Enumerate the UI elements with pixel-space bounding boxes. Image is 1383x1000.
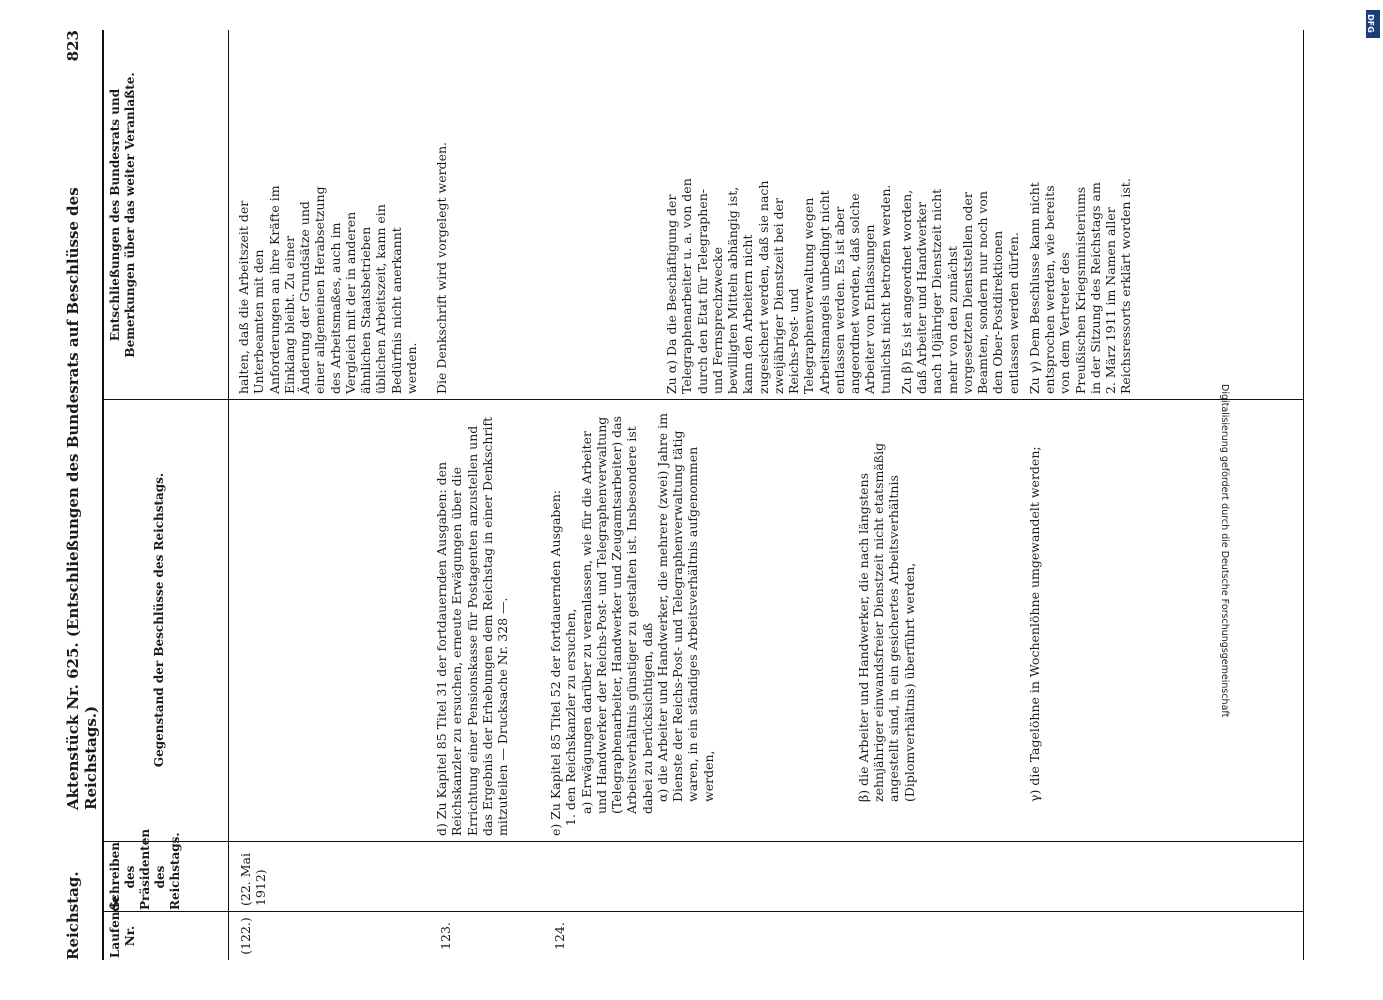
row-date: (22. Mai 1912) — [238, 853, 269, 906]
table-header-rule — [228, 30, 229, 960]
resolution-subject — [434, 406, 510, 836]
resolution-paragraph: Zu γ) Dem Beschlusse kann nicht entsprochen werden, wie bereits von dem Vertreter des Preußischen Kriegsministeriums in der Sitzung des Reichstags am 2. März 1911 im Namen aller Reichsressorts erklärt worden ist. — [1026, 178, 1134, 394]
resolution-subject — [548, 406, 1042, 836]
column-header-schreiben: Schreiben des Präsidenten des Reichstags. — [108, 828, 182, 910]
subject-paragraph: β) die Arbeiter und Handwerker, die nach längstens zehnjähriger einwandsfreier Dienstzeit nicht etatsmäßig angestellt sind, in ein gesichertes Arbeitsverhältnis (Diplomverhältnis) überführt werden, — [855, 442, 917, 802]
subject-paragraph: d) Zu Kapitel 85 Titel 31 der fortdauernden Ausgaben: den Reichskanzler zu ersuchen, erneute Erwägungen über die Errichtung einer Pensionskasse für Postagenten anzustellen und das Ergebnis der Erhebungen dem Reichstag in einer Denkschrift mitzuteilen — Drucksache Nr. 328 —. — [434, 416, 510, 836]
resolution-paragraph: halten, daß die Arbeitszeit der Unterbeamten mit den Anforderungen an ihre Kräfte im Einklang bleibt. Zu einer Änderung der Grundsätze und einer allgemeinen Herabsetzung des Arbeitsmaßes, auch im Vergleich mit der in anderen ähnlichen Staatsbetrieben üblichen Arbeitszeit, kann ein Bedürfnis nicht anerkannt werden. — [236, 185, 419, 394]
column-divider — [102, 399, 1303, 400]
resolution-text — [236, 174, 419, 394]
column-divider — [102, 841, 1303, 842]
subject-paragraph: a) Erwägungen darüber zu veranlassen, wie für die Arbeiter und Handwerker der Reichs-Post- und Telegraphenverwaltung (Telegraphenarbeiter, Handwerker und Zeugamtsarbeiter) das Arbeitsverhältnis günstiger zu gestalten ist. Insbesondere ist dabei zu berücksichtigen, daß — [578, 415, 655, 814]
resolution-text — [434, 74, 449, 394]
resolution-paragraph: Zu β) Es ist angeordnet worden, daß Arbeiter und Handwerker nach 10jähriger Dienstzeit nicht mehr von den zunächst vorgesetzten Dienststellen oder Beamten, sondern nur noch von den Ober-Postdirektionen entlassen werden dürfen. — [898, 188, 1021, 394]
header-title: Aktenstück Nr. 625. (Entschließungen des Bundesrats auf Beschlüsse des Reichstags.) — [64, 187, 101, 810]
page-number: 823 — [64, 30, 82, 62]
subject-paragraph: α) die Arbeiter und Handwerker, die mehrere (zwei) Jahre im Dienste der Reichs-Post- und Telegraphenverwaltung tätig waren, in ein ständiges Arbeitsverhältnis aufgenommen werden, — [654, 412, 716, 802]
table-bottom-rule — [1303, 30, 1304, 960]
header-left: Reichstag. — [64, 871, 82, 960]
column-header-nr: Laufende Nr. — [108, 895, 137, 958]
resolution-paragraph: Zu α) Da die Beschäftigung der Telegraphenarbeiter u. a. von den durch den Etat für Telegraphen- und Fernsprechzwecke bewilligten Mitteln abhängig ist, kann den Arbeitern nicht zugesichert werden, daß sie nach zweijähriger Dienstzeit bei der Reichs-Post- und Telegraphenverwaltung wegen Arbeitsmangels unbedingt nicht entlassen werden. Es ist aber angeordnet worden, daß solche Arbeiter von Entlassungen tunlichst nicht betroffen werden. — [664, 178, 893, 394]
table-top-rule — [102, 30, 104, 960]
row-number: 123. — [438, 922, 453, 950]
subject-paragraph: e) Zu Kapitel 85 Titel 52 der fortdauernden Ausgaben: — [548, 489, 563, 836]
document-page — [60, 30, 1330, 960]
running-header — [60, 30, 101, 960]
subject-paragraph: γ) die Tagelöhne in Wochenlöhne umgewandelt werden; — [1026, 446, 1042, 802]
column-divider — [102, 911, 1303, 912]
column-header-gegenstand: Gegenstand der Beschlüsse des Reichstags. — [152, 472, 166, 768]
row-number: 124. — [552, 922, 567, 950]
column-header-entschliessungen: Entschließungen des Bundesrats und Bemerkungen über das weiter Veranlaßte. — [108, 72, 137, 358]
digitization-credit: Digitalisierung gefördert durch die Deutsche Forschungsgemeinschaft — [1219, 384, 1230, 718]
dfg-logo: DFG — [1366, 10, 1380, 38]
resolution-text — [664, 174, 1134, 394]
row-number: (122.) — [238, 917, 253, 955]
subject-paragraph: 1. den Reichskanzler zu ersuchen, — [563, 608, 579, 826]
resolution-paragraph: Die Denkschrift wird vorgelegt werden. — [434, 142, 449, 394]
